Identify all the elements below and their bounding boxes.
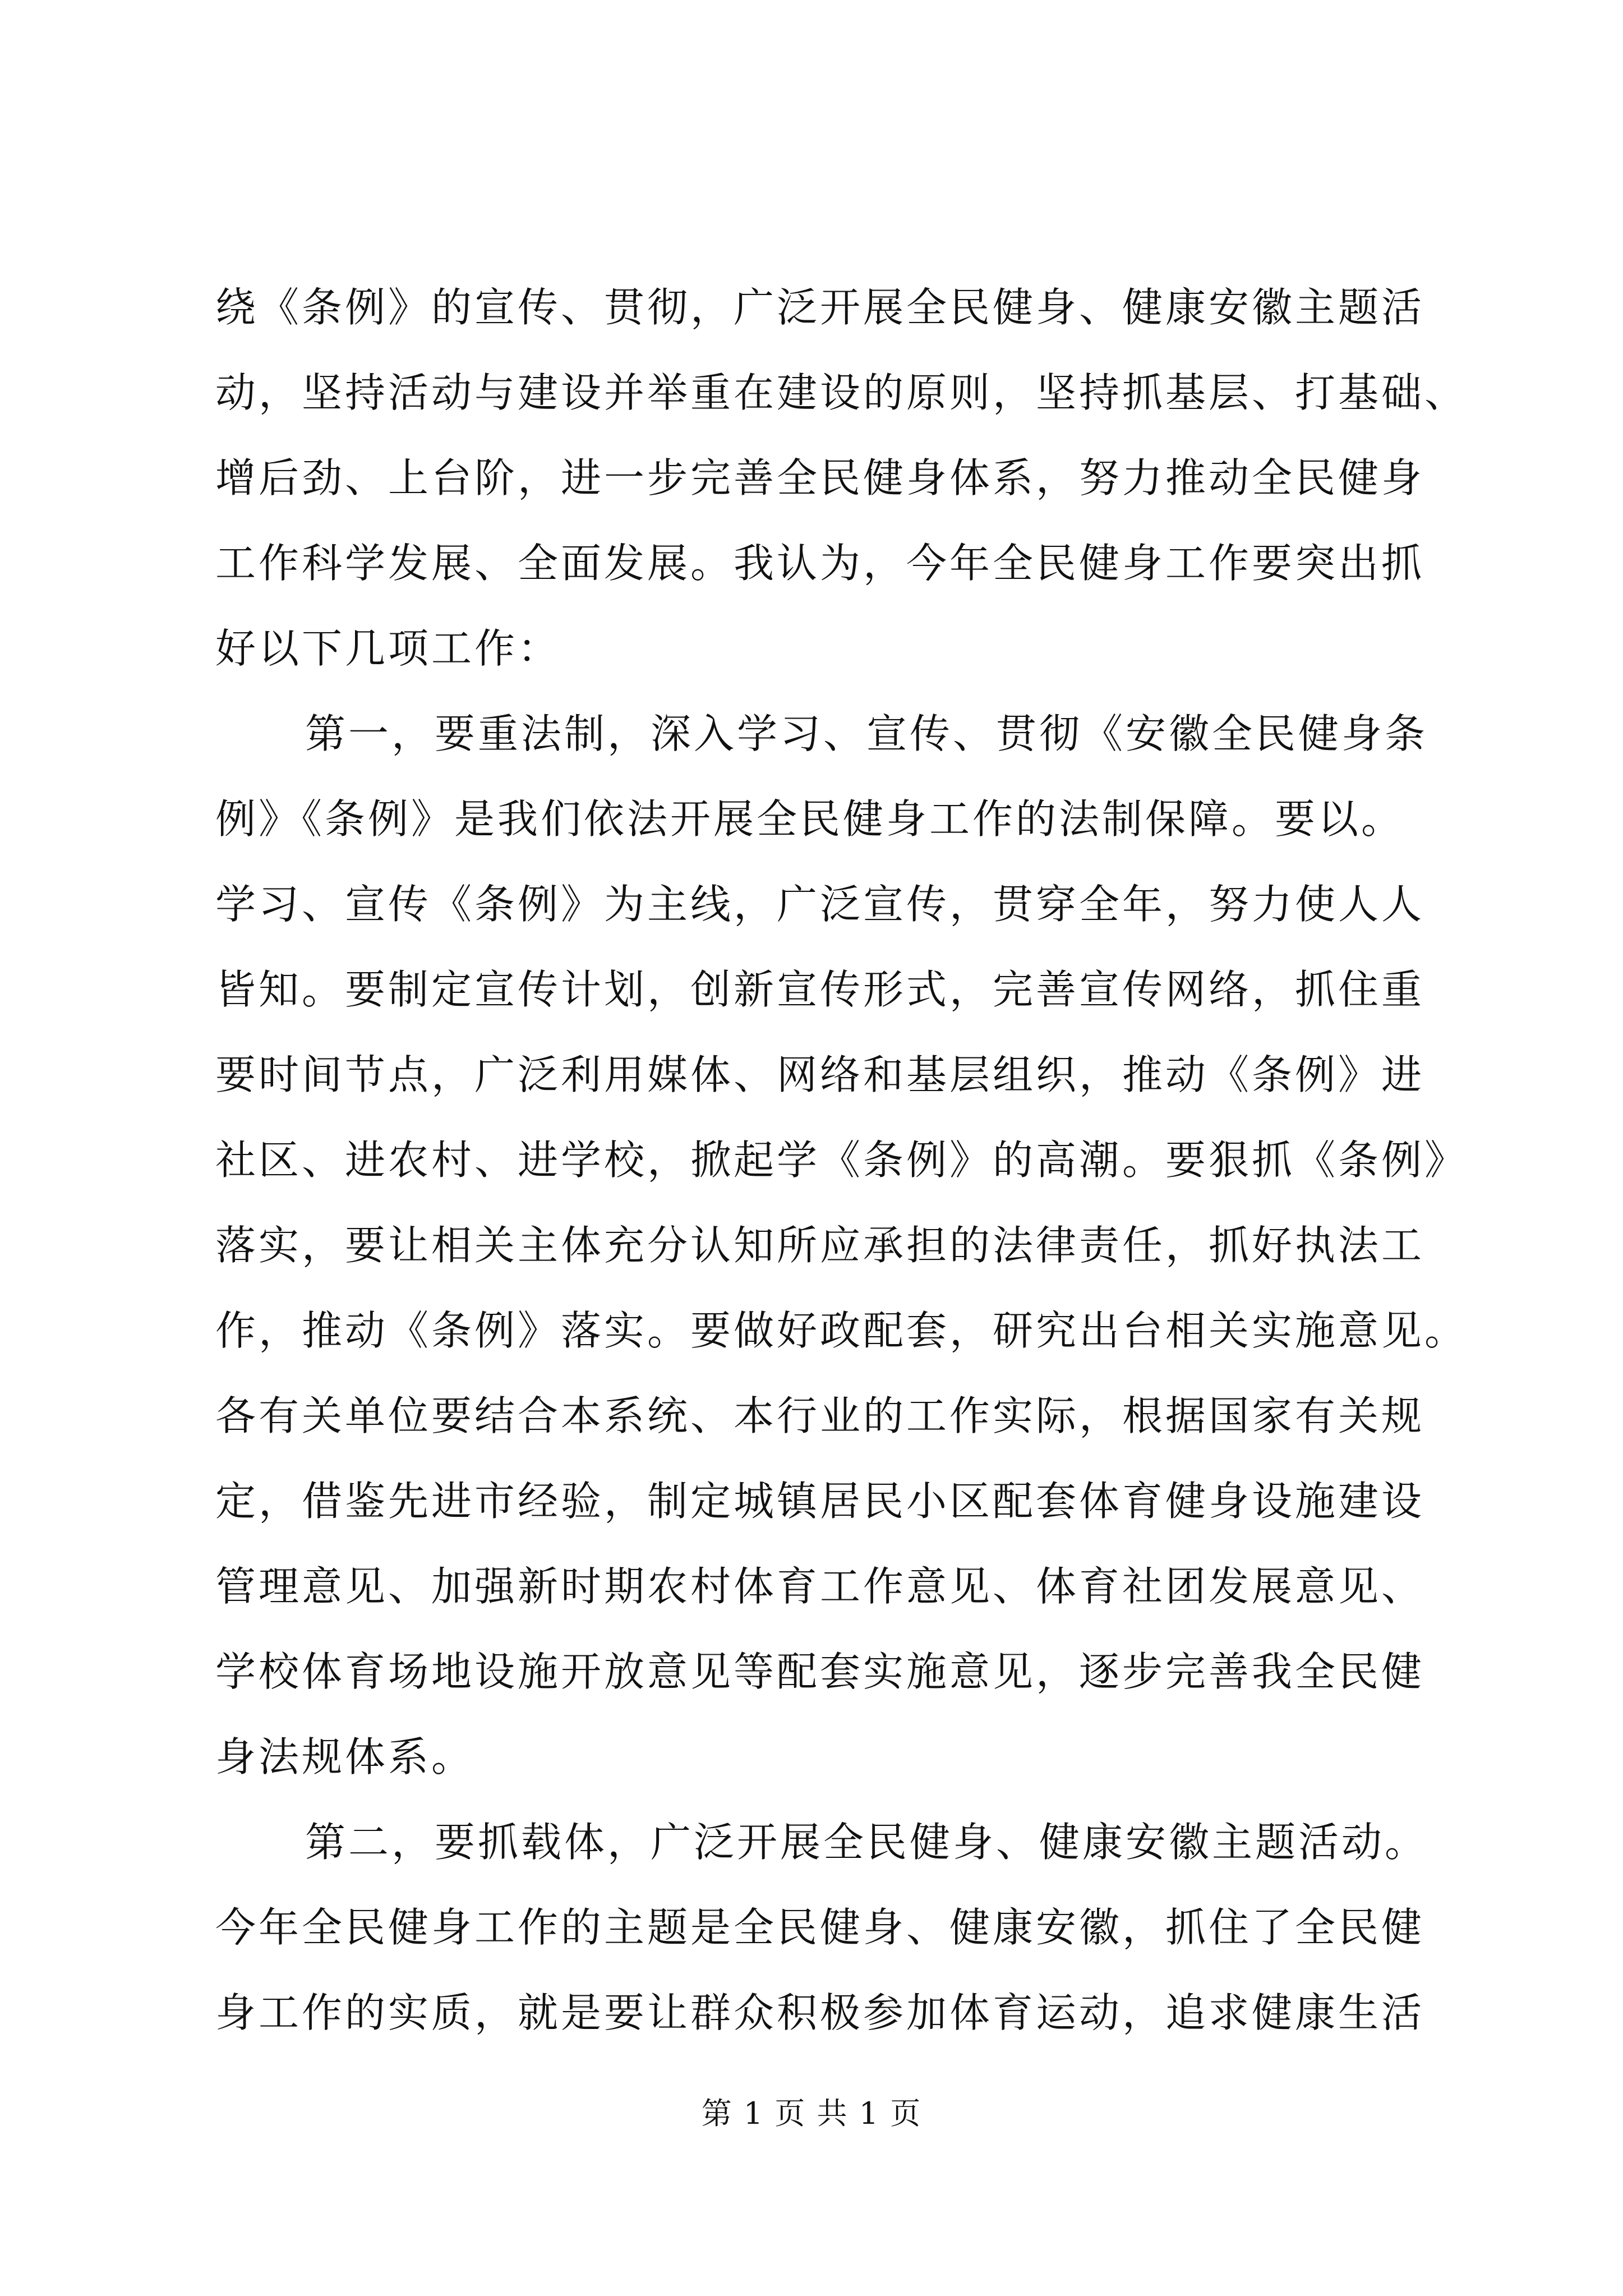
text-line: 落实，要让相关主体充分认知所应承担的法律责任，抓好执法工 (215, 1222, 1425, 1269)
text-line: 绕《条例》的宣传、贯彻，广泛开展全民健身、健康安徽主题活 (215, 284, 1425, 331)
text-line: 动，坚持活动与建设并举重在建设的原则，坚持抓基层、打基础、 (215, 369, 1468, 416)
text-line: 好以下几项工作： (215, 625, 561, 672)
paragraph-first-line: 第一，要重法制，深入学习、宣传、贯彻《安徽全民健身条 (305, 710, 1428, 757)
text-line: 身工作的实质，就是要让群众积极参加体育运动，追求健康生活 (215, 1989, 1425, 2036)
paragraph-first-line: 第二，要抓载体，广泛开展全民健身、健康安徽主题活动。 (305, 1819, 1428, 1866)
text-line: 学习、宣传《条例》为主线，广泛宣传，贯穿全年，努力使人人 (215, 881, 1425, 928)
text-line: 管理意见、加强新时期农村体育工作意见、体育社团发展意见、 (215, 1563, 1425, 1610)
page-footer: 第 1 页 共 1 页 (701, 2096, 922, 2131)
text-line: 学校体育场地设施开放意见等配套实施意见，逐步完善我全民健 (215, 1648, 1425, 1695)
text-line: 定，借鉴先进市经验，制定城镇居民小区配套体育健身设施建设 (215, 1478, 1425, 1525)
text-line: 今年全民健身工作的主题是全民健身、健康安徽，抓住了全民健 (215, 1904, 1425, 1951)
text-line: 身法规体系。 (215, 1733, 475, 1780)
body-text (215, 265, 1468, 2055)
text-line: 各有关单位要结合本系统、本行业的工作实际，根据国家有关规 (215, 1392, 1425, 1439)
text-line: 社区、进农村、进学校，掀起学《条例》的高潮。要狠抓《条例》 (215, 1137, 1468, 1184)
text-line: 要时间节点，广泛利用媒体、网络和基层组织，推动《条例》进 (215, 1051, 1425, 1098)
text-line: 工作科学发展、全面发展。我认为，今年全民健身工作要突出抓 (215, 540, 1425, 587)
text-line: 皆知。要制定宣传计划，创新宣传形式，完善宣传网络，抓住重 (215, 966, 1425, 1013)
text-line: 增后劲、上台阶，进一步完善全民健身体系，努力推动全民健身 (215, 454, 1425, 501)
text-line: 例》《条例》是我们依法开展全民健身工作的法制保障。要以。 (215, 795, 1405, 843)
text-line: 作，推动《条例》落实。要做好政配套，研究出台相关实施意见。 (215, 1307, 1468, 1354)
